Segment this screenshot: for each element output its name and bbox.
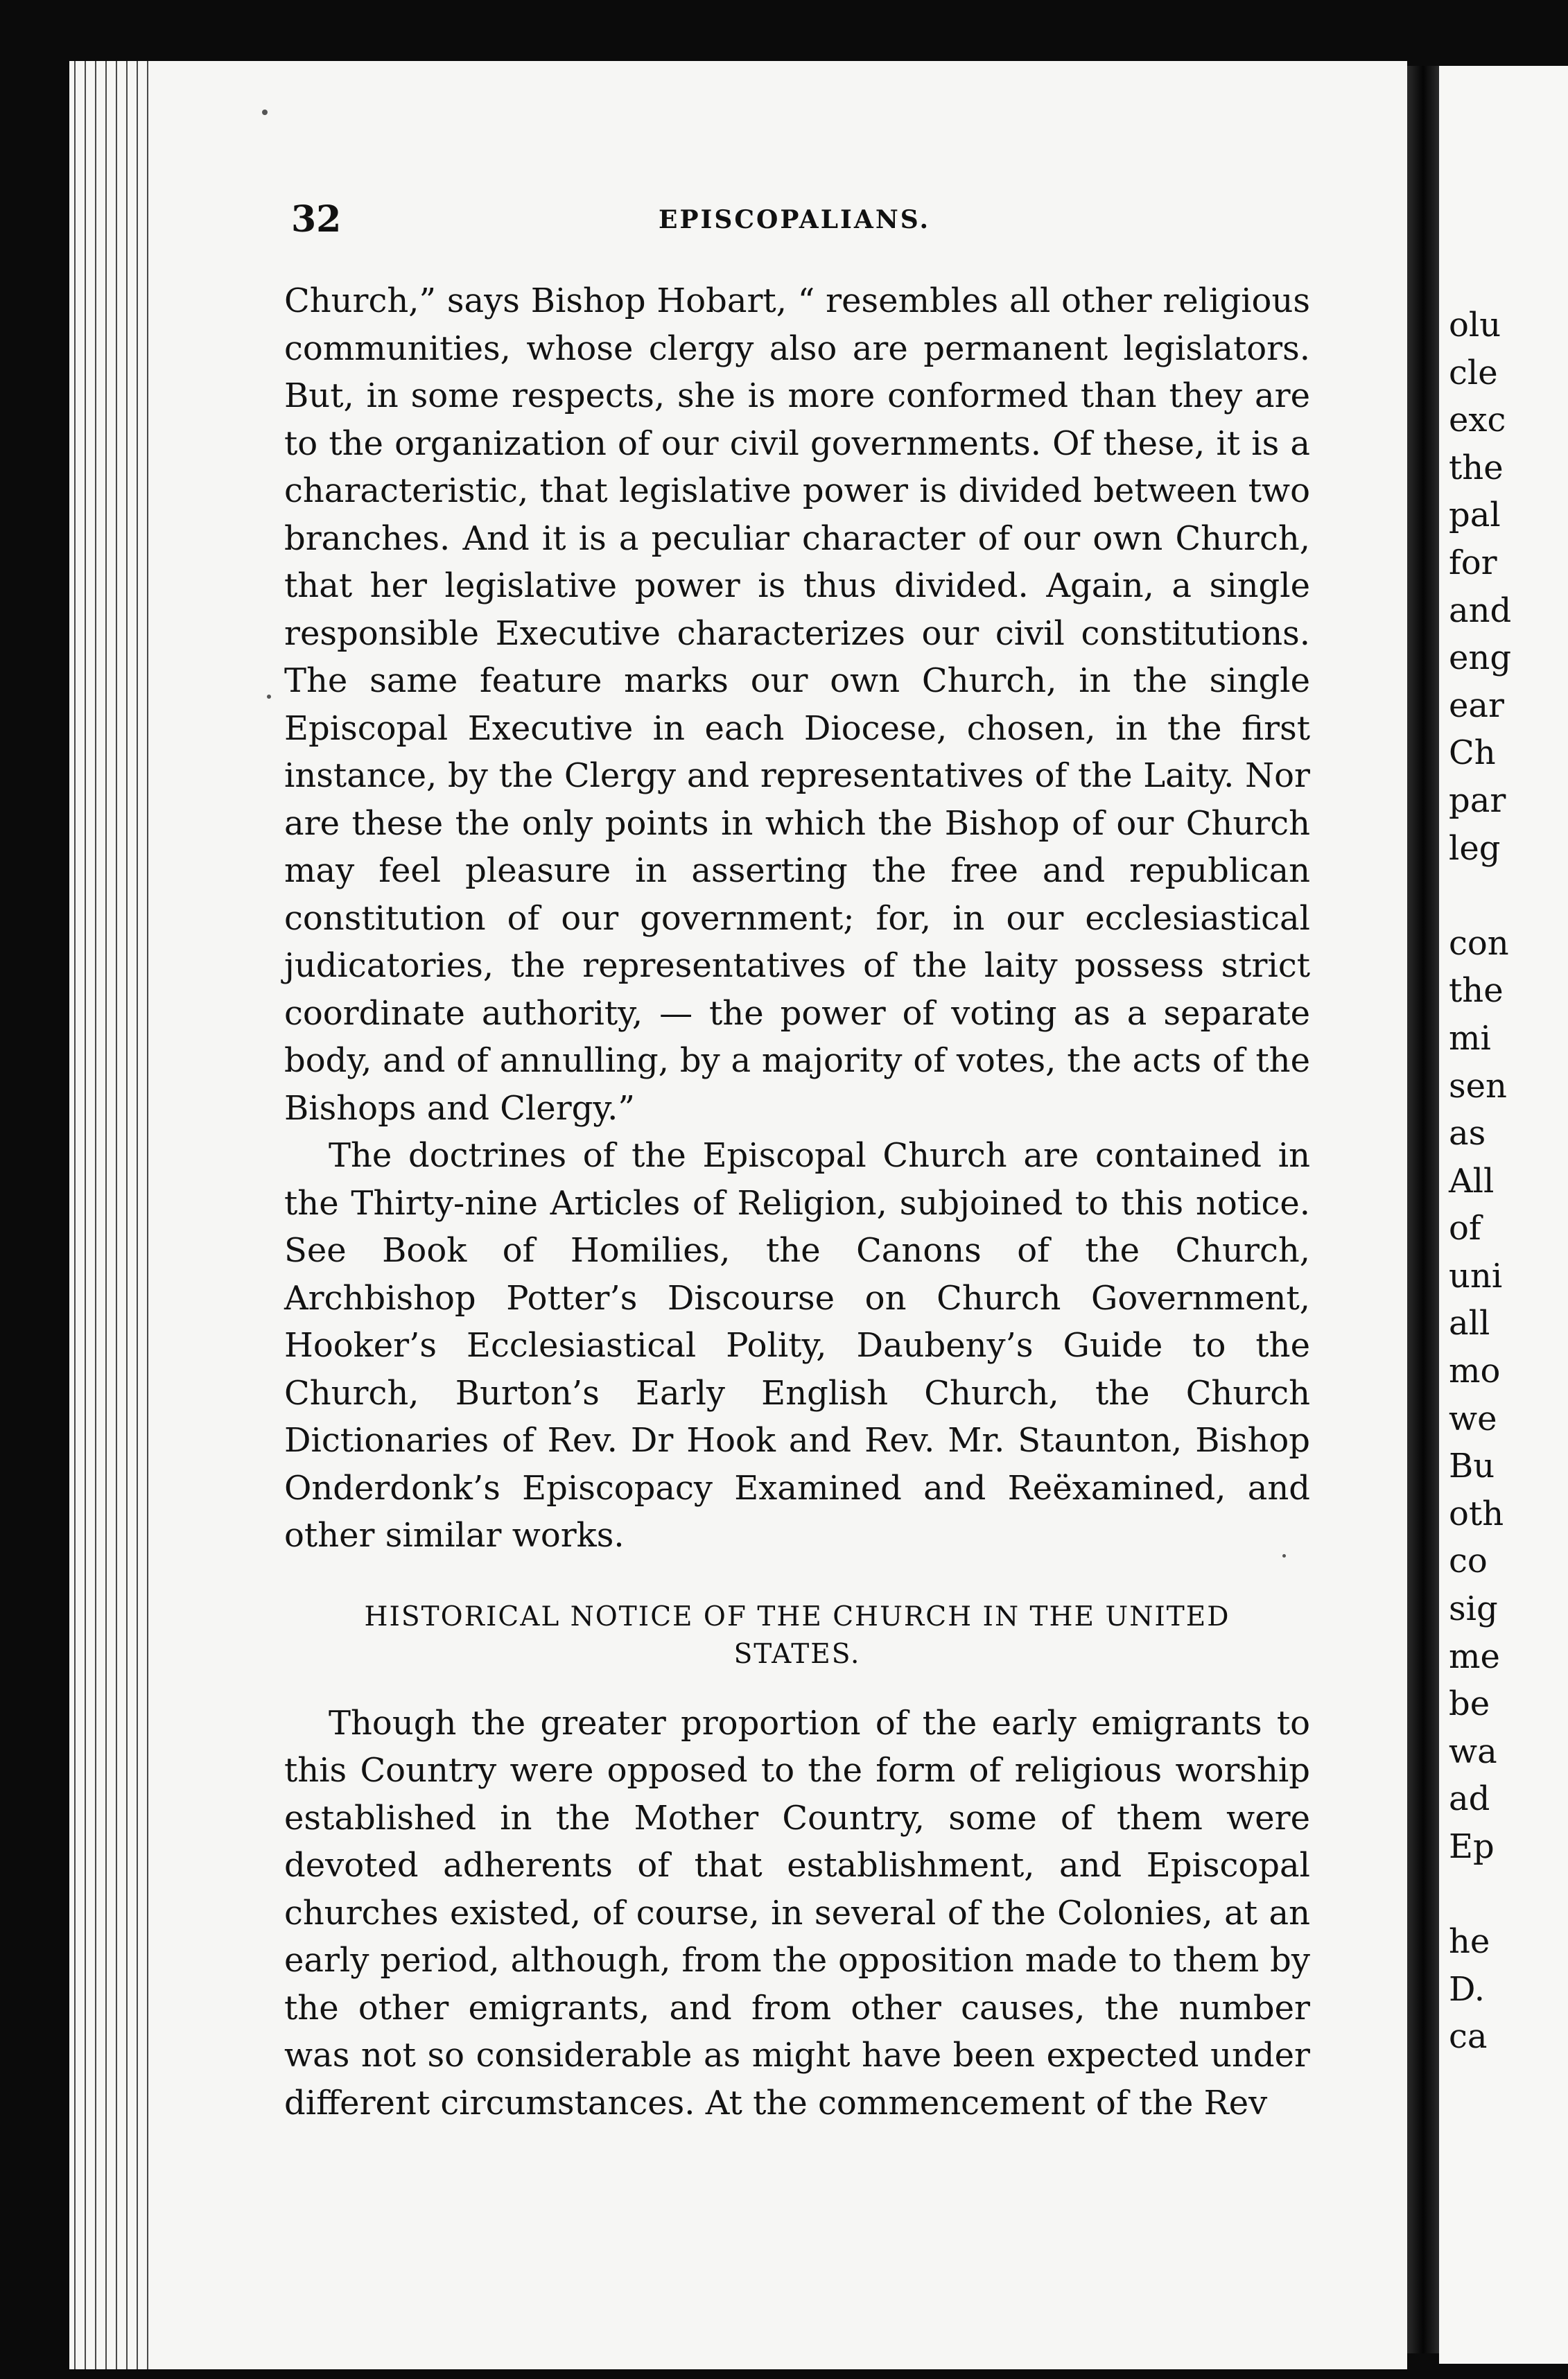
facing-fragment: sen: [1449, 1066, 1507, 1106]
facing-fragment: Ch: [1449, 733, 1496, 773]
facing-fragment: all: [1449, 1304, 1490, 1343]
facing-fragment: sig: [1449, 1589, 1498, 1629]
facing-fragment: Ep: [1449, 1827, 1495, 1866]
page-number: 32: [291, 198, 342, 241]
facing-fragment: ear: [1449, 686, 1504, 725]
facing-fragment: cle: [1449, 353, 1498, 392]
facing-fragment: Bu: [1449, 1447, 1495, 1486]
facing-fragment: oth: [1449, 1494, 1504, 1533]
facing-fragment: me: [1449, 1637, 1500, 1676]
quote-paragraph: Church,” says Bishop Hobart, “ resembles all other religious communities, whose clergy also are permanent legislators. But, in some respects, she is more conformed than they are to the organization of our civil governments. Of these, it is a characteristic, that legislative power is divided between two branches. And it is a peculiar character of our own Church, that her legislative power is thus divided. Again, a single responsible Executive characterizes our civil constitutions. The same feature marks our own Church, in the single Episcopal Executive in each Diocese, chosen, in the first instance, by the Clergy and representatives of the Laity. Nor are these the only points in which the Bishop of our Church may feel pleasure in asserting the free and republican constitution of our government; for, in our ecclesiastical judicatories, the representatives of the laity possess strict coordinate authority, — the power of voting as a separate body, and of annulling, by a majority of votes, the acts of the Bishops and Clergy.”: [284, 281, 1310, 1128]
facing-fragment: eng: [1449, 638, 1512, 678]
running-head: [291, 198, 1310, 247]
dust-speck: [267, 695, 271, 699]
facing-fragment: wa: [1449, 1732, 1497, 1771]
facing-fragment: mi: [1449, 1018, 1491, 1058]
facing-fragment: [1449, 1871, 1560, 1919]
facing-fragment: uni: [1449, 1256, 1503, 1296]
doctrines-paragraph: The doctrines of the Episcopal Church are contained in the Thirty-nine Articles of Religion, subjoined to this notice. See Book of Homilies, the Canons of the Church, Archbishop Potter’s Discourse on Church Government, Hooker’s Ecclesiastical Polity, Daubeny’s Guide to the Church, Burton’s Early English Church, the Church Dictionaries of Rev. Dr Hook and Rev. Mr. Staunton, Bishop Onderdonk’s Episcopacy Examined and Reëxamined, and other similar works.: [284, 1136, 1310, 1555]
dust-speck: [1282, 1554, 1286, 1558]
facing-page: [1439, 66, 1568, 2364]
facing-fragment: for: [1449, 543, 1497, 582]
facing-fragment: olu: [1449, 306, 1501, 345]
facing-fragment: of: [1449, 1209, 1481, 1248]
facing-fragment: co: [1449, 1542, 1488, 1581]
facing-fragment: ad: [1449, 1779, 1490, 1819]
facing-fragment: All: [1449, 1161, 1495, 1201]
book-gutter: [1407, 66, 1439, 2353]
facing-fragment: [1449, 872, 1560, 920]
facing-fragment: con: [1449, 923, 1509, 963]
facing-fragment: par: [1449, 781, 1506, 820]
facing-fragment: ca: [1449, 2017, 1488, 2057]
facing-fragment: leg: [1449, 828, 1501, 868]
facing-fragment: pal: [1449, 496, 1501, 535]
facing-fragment: and: [1449, 591, 1512, 630]
page-edges: [69, 61, 153, 2369]
running-title: EPISCOPALIANS.: [659, 205, 930, 234]
section-heading: HISTORICAL NOTICE OF THE CHURCH IN THE UNITED STATES.: [364, 1601, 1230, 1670]
facing-fragment: as: [1449, 1114, 1486, 1153]
facing-fragment: exc: [1449, 401, 1506, 440]
facing-fragment: D.: [1449, 1969, 1486, 2009]
facing-fragment: mo: [1449, 1352, 1501, 1391]
facing-fragment: be: [1449, 1684, 1490, 1724]
facing-fragment: the: [1449, 448, 1504, 487]
body-text: [284, 277, 1310, 2127]
facing-fragment: we: [1449, 1399, 1497, 1438]
facing-fragment: he: [1449, 1922, 1490, 1962]
facing-fragment: the: [1449, 971, 1504, 1011]
history-paragraph: Though the greater proportion of the early emigrants to this Country were opposed to the form of religious worship established in the Mother Country, some of them were devoted adherents of that establishment, and Episcopal churches existed, of course, in several of the Colonies, at an early period, although, from the opposition made to them by the other emigrants, and from other causes, the number was not so considerable as might have been expected under different circumstances. At the commencement of the Rev: [284, 1703, 1310, 2123]
facing-page-fragments: [1449, 302, 1560, 2061]
dust-speck: [262, 110, 268, 115]
